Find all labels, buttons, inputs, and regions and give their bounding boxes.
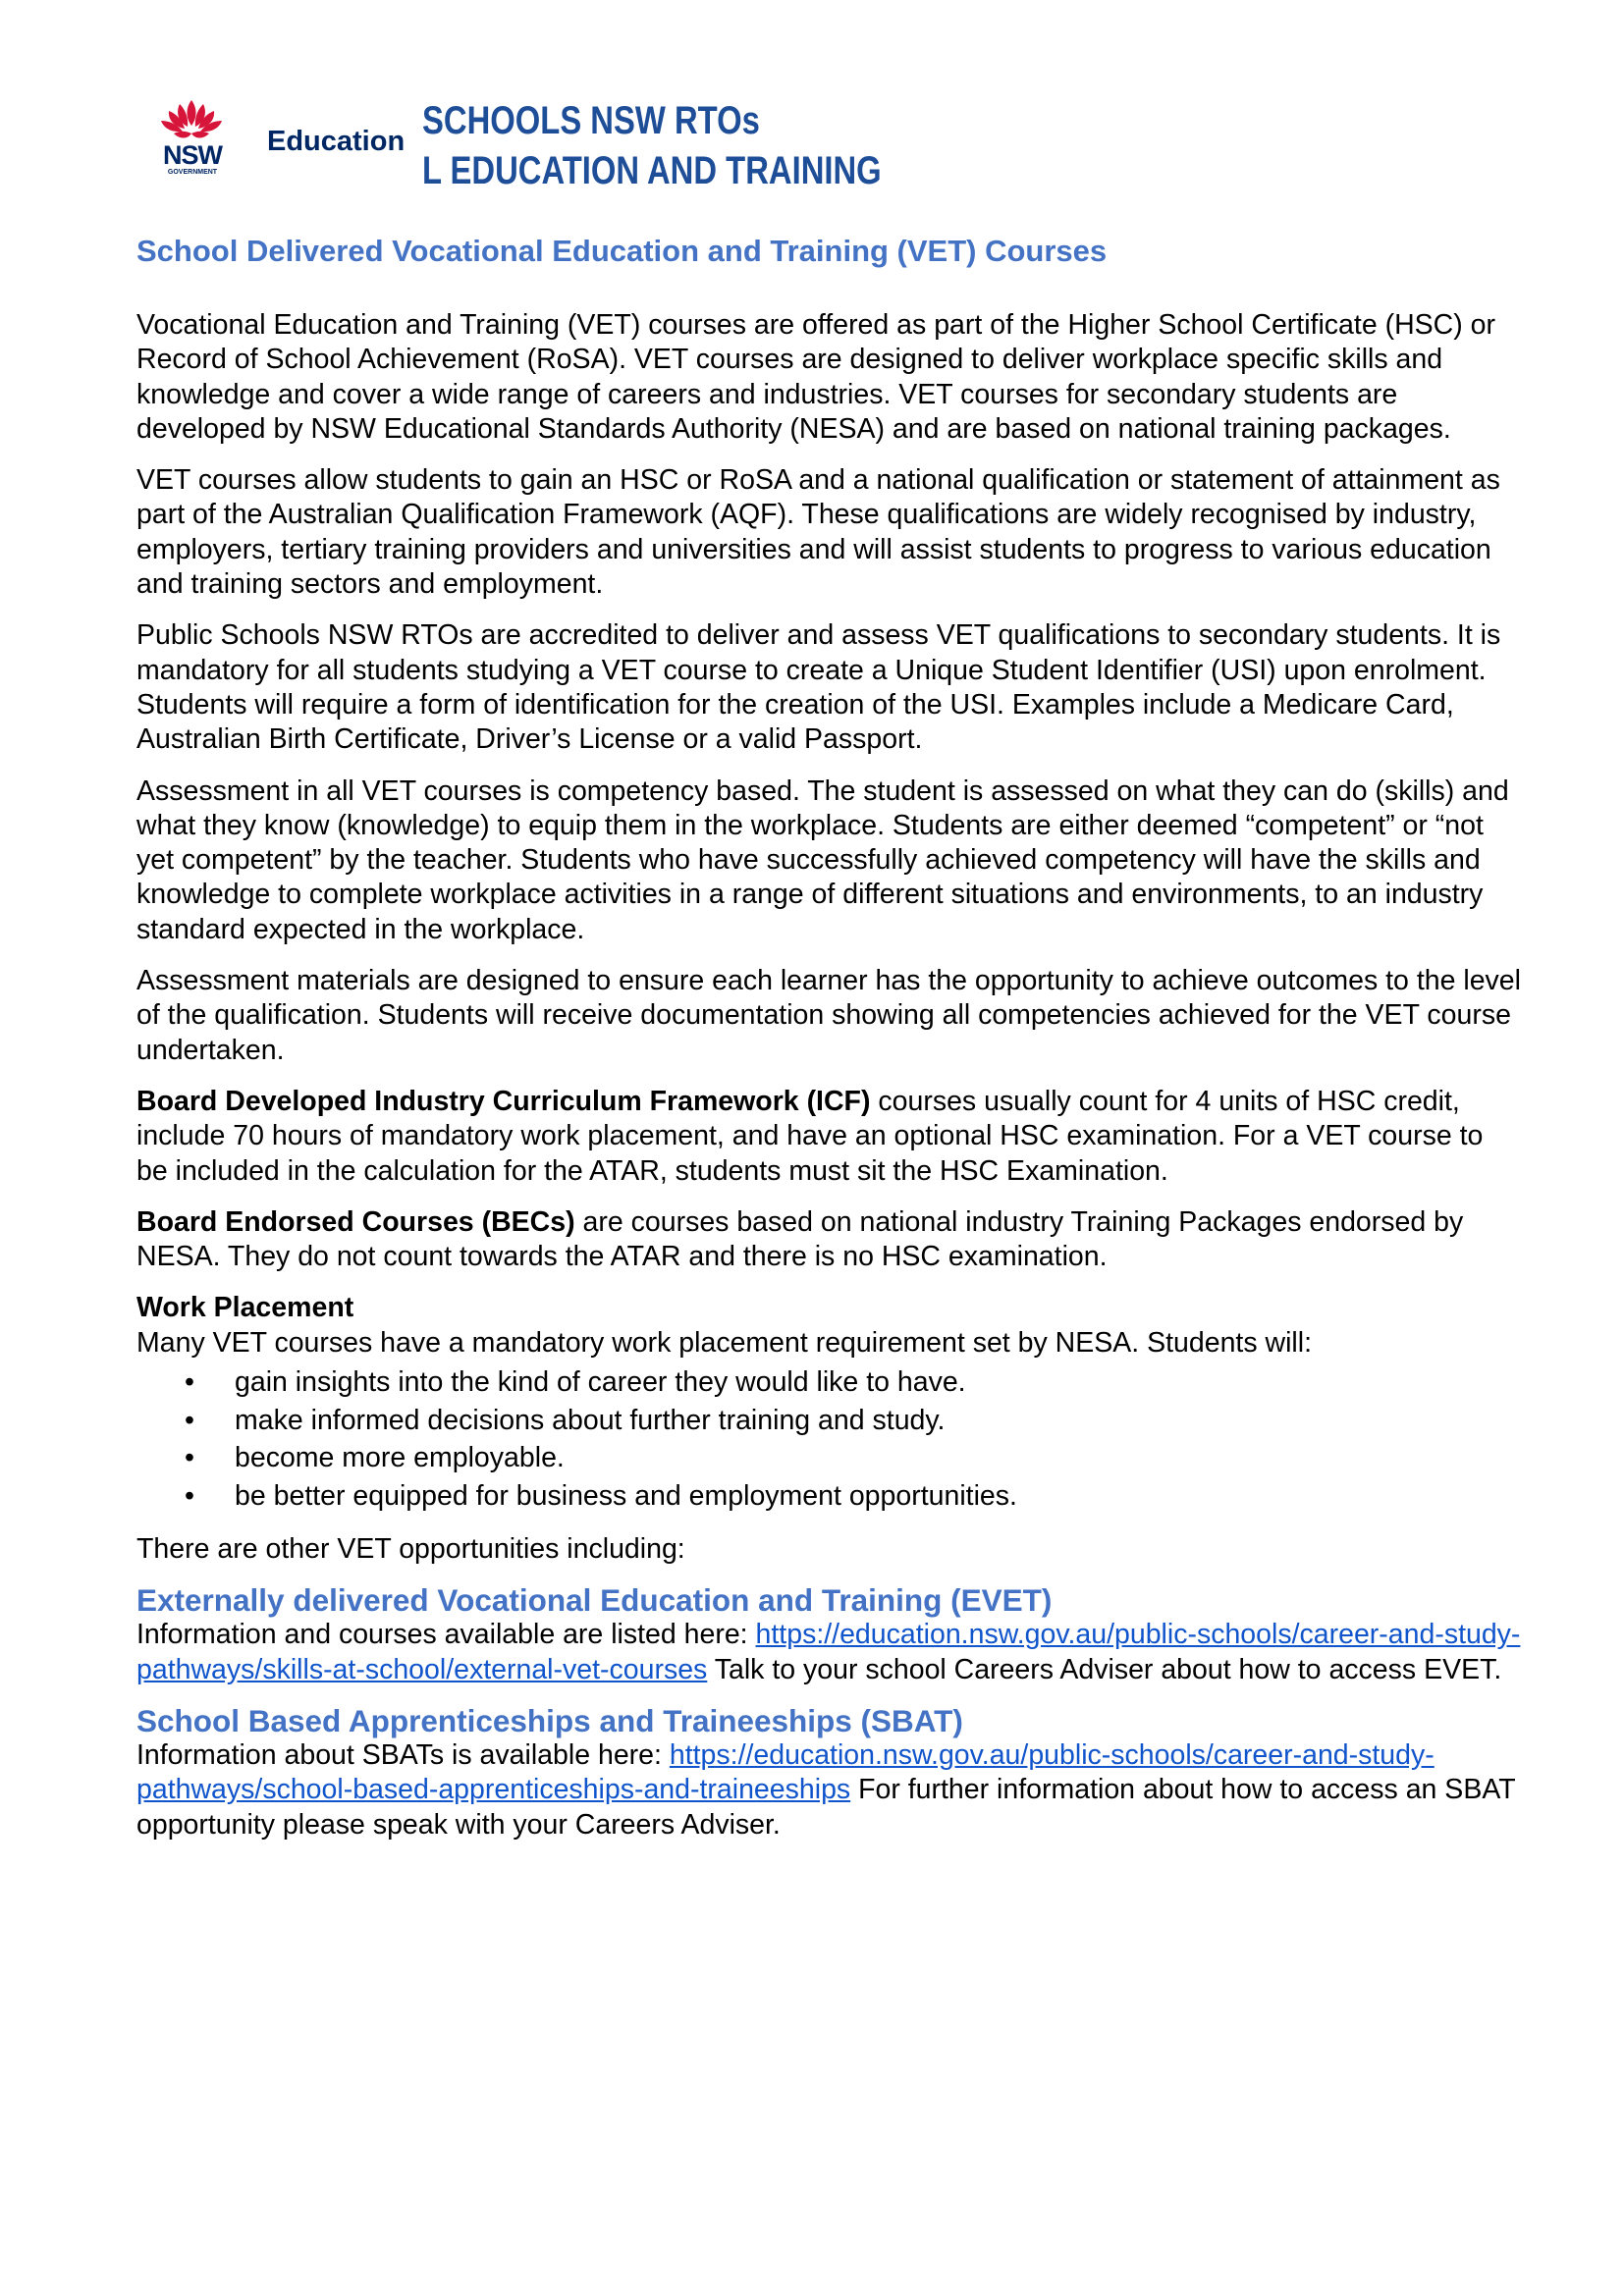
usi-paragraph: Public Schools NSW RTOs are accredited to deliver and assess VET qualifications to secondary students. It is mandatory for all students studying a VET course to create a Unique Student Identifier (USI) upon enrolment. Students will require a form of identification for the creation of the USI. Examples include a Medicare Card, Australian Birth Certificate, Driver’s License or a valid Passport. (136, 619, 1501, 756)
sbat-lead-text: Information about SBATs is available here: (136, 1738, 670, 1771)
bullet-icon: • (185, 1404, 194, 1436)
icf-description: courses usually count for 4 units of HSC credit, include 70 hours of mandatory work placement, and have an optional HSC examination. For a VET course to be included in the calculation for the ATAR, students must sit the HSC Examination. (136, 1085, 1484, 1187)
sbat-paragraph (136, 1738, 1521, 1842)
sbat-follow-text: For further information about how to access an SBAT opportunity please speak with your Careers Adviser. (136, 1774, 1516, 1841)
list-item (136, 1439, 1521, 1477)
assessment-materials-paragraph: Assessment materials are designed to ensure each learner has the opportunity to achieve outcomes to the level of the qualification. Students will receive documentation showing all competencies achieved for the VET course undertaken. (136, 965, 1521, 1066)
bullet-icon: • (185, 1366, 194, 1399)
evet-follow-text: Talk to your school Careers Adviser about how to access EVET. (707, 1653, 1502, 1685)
bec-paragraph (136, 1205, 1521, 1275)
list-item-text: make informed decisions about further training and study. (235, 1404, 946, 1436)
evet-heading: Externally delivered Vocational Education and Training (EVET) (136, 1582, 1053, 1619)
bec-term: Board Endorsed Courses (BECs) (136, 1205, 575, 1238)
icf-term: Board Developed Industry Curriculum Framework (ICF) (136, 1085, 871, 1117)
competency-paragraph: Assessment in all VET courses is competency based. The student is assessed on what they can do (skills) and what they know (knowledge) to equip them in the workplace. Students are either deemed “competent” or “not yet competent” by the teacher. Students who have successfully achieved competency will have the skills and knowledge to complete workplace activities in a range of different situations and environments, to an industry standard expected in the workplace. (136, 774, 1509, 945)
header-title-line-1: SCHOOLS NSW RTOs (422, 99, 760, 142)
aqf-paragraph: VET courses allow students to gain an HSC or RoSA and a national qualification or statement of attainment as part of the Australian Qualification Framework (AQF). These qualifications are widely recognised by industry, employers, tertiary training providers and universities and will assist students to progress to various education and training sectors and employment. (136, 464, 1500, 601)
education-wordmark: Education (267, 126, 406, 157)
logo-nsw-text: NSW (163, 140, 222, 170)
header-title-line-2: L EDUCATION AND TRAINING (422, 149, 882, 192)
page-title: School Delivered Vocational Education and Training (VET) Courses (136, 234, 1108, 268)
evet-link[interactable]: https://education.nsw.gov.au/public-schools/career-and-study-pathways/skills-at-school/external-vet-courses (136, 1619, 1521, 1685)
sbat-link[interactable]: https://education.nsw.gov.au/public-schools/career-and-study-pathways/school-based-apprenticeships-and-traineeships (136, 1738, 1435, 1806)
list-item-text: gain insights into the kind of career they would like to have. (235, 1366, 966, 1399)
document-body (136, 232, 1521, 1859)
list-item (136, 1363, 1521, 1402)
list-item-text: be better equipped for business and employment opportunities. (235, 1479, 1017, 1512)
icf-paragraph (136, 1085, 1521, 1189)
list-item (136, 1402, 1521, 1440)
logo-government-text: GOVERNMENT (167, 169, 218, 176)
work-placement-list (136, 1363, 1521, 1515)
evet-paragraph (136, 1618, 1521, 1687)
page-header (152, 96, 1036, 204)
work-placement-heading: Work Placement (136, 1292, 354, 1324)
bec-description: are courses based on national industry Training Packages endorsed by NESA. They do not count towards the ATAR and there is no HSC examination. (136, 1205, 1464, 1273)
bullet-icon: • (185, 1442, 194, 1474)
nsw-government-logo (152, 96, 231, 181)
bullet-icon: • (185, 1479, 194, 1512)
list-item-text: become more employable. (235, 1442, 565, 1474)
list-item (136, 1477, 1521, 1516)
sbat-heading: School Based Apprenticeships and Traineeships (SBAT) (136, 1702, 963, 1738)
waratah-flower-icon (152, 96, 231, 143)
intro-paragraph: Vocational Education and Training (VET) courses are offered as part of the Higher School Certificate (HSC) or Record of School Achievement (RoSA). VET courses are designed to deliver workplace specific skills and knowledge and cover a wide range of careers and industries. VET courses for secondary students are developed by NSW Educational Standards Authority (NESA) and are based on national training packages. (136, 309, 1496, 445)
work-placement-intro: Many VET courses have a mandatory work placement requirement set by NESA. Students will: (136, 1326, 1313, 1359)
header-title (422, 96, 982, 196)
other-opportunities-intro: There are other VET opportunities including: (136, 1533, 685, 1566)
evet-lead-text: Information and courses available are listed here: (136, 1619, 756, 1651)
